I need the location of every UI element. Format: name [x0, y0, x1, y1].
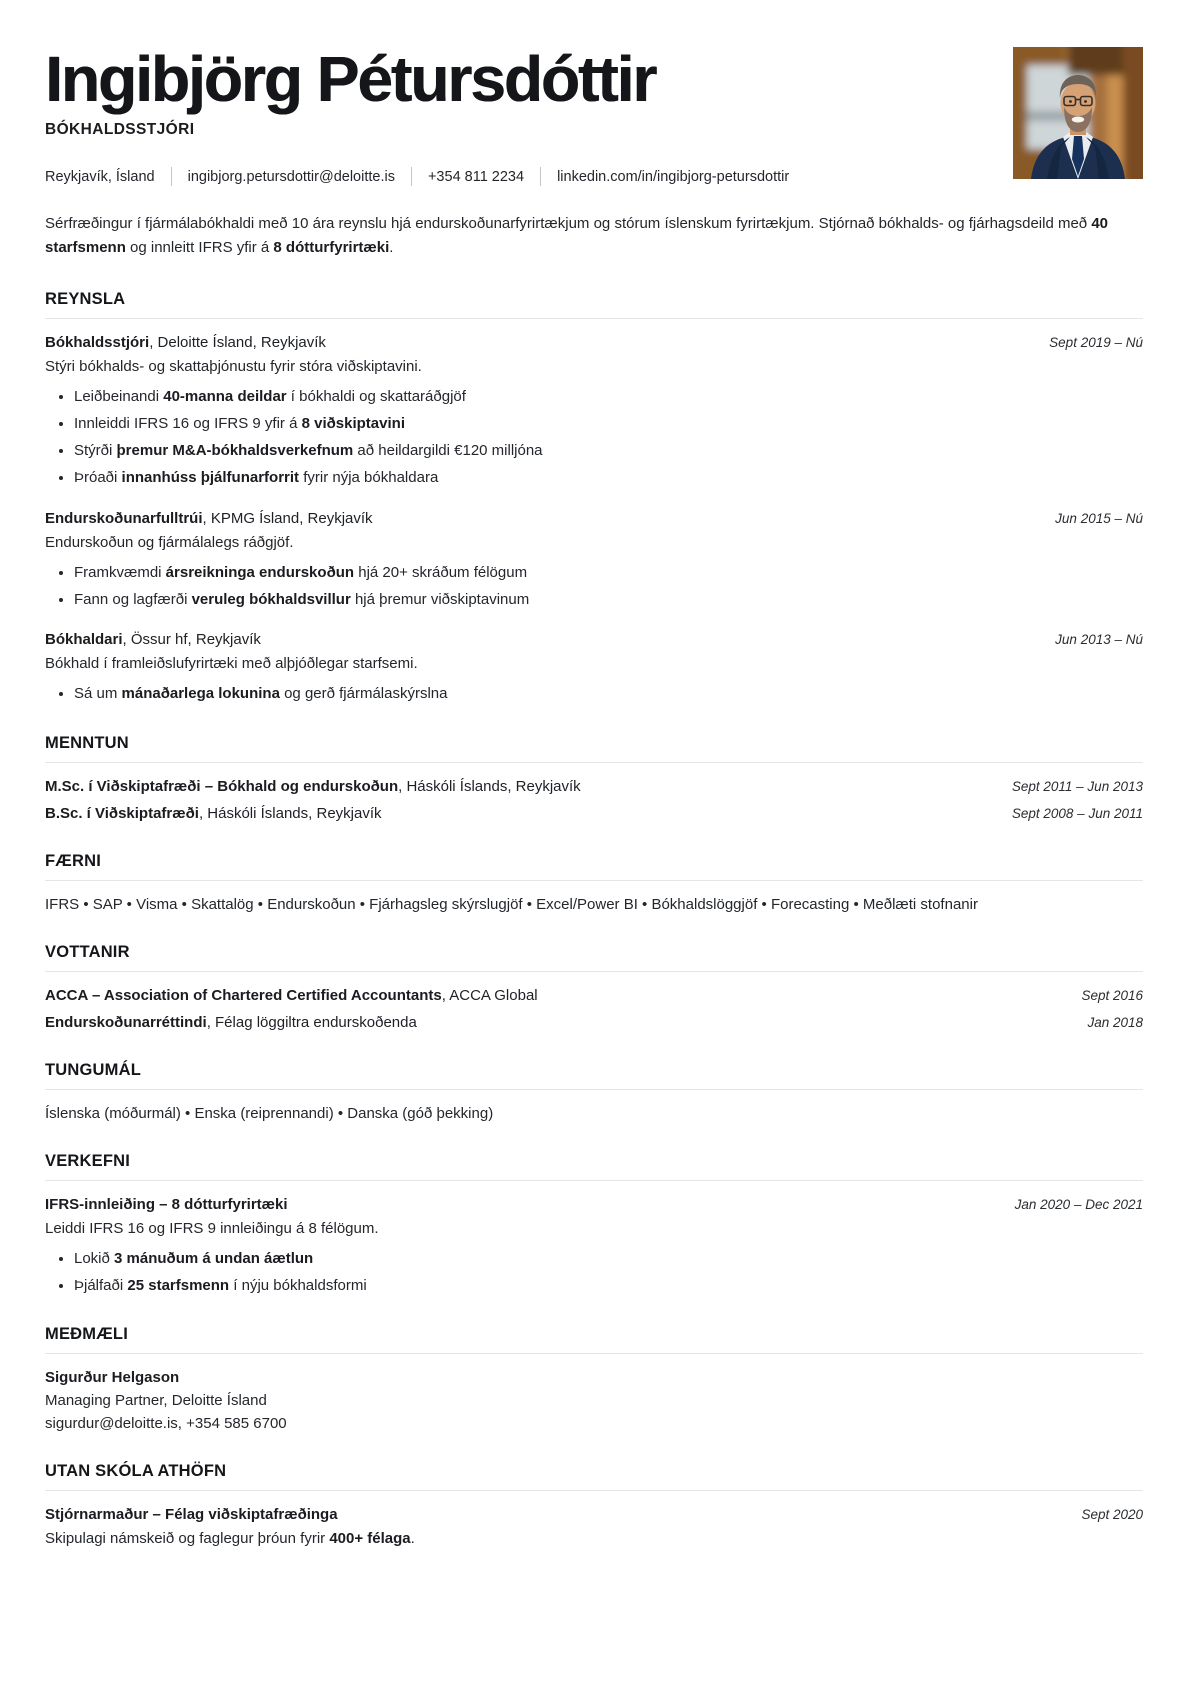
job-org: , KPMG Ísland, Reykjavík [202, 509, 373, 527]
degree-org: , Háskóli Íslands, Reykjavík [198, 804, 382, 822]
job-org: , Deloitte Ísland, Reykjavík [149, 334, 326, 352]
project-title [45, 1196, 288, 1213]
certification-dates: Jan 2018 [1087, 1014, 1143, 1030]
experience-entry [45, 631, 1143, 704]
section-skills [45, 852, 1143, 913]
section-education [45, 734, 1143, 822]
certification-org: , ACCA Global [441, 986, 538, 1004]
experience-entry [45, 334, 1143, 488]
job-dates: Jun 2015 – Nú [1055, 510, 1143, 526]
job-bullet: • Innleiddi IFRS 16 og IFRS 9 yfir á 8 viðskiptavini [74, 414, 1143, 434]
section-heading-languages: TUNGUMÁL [45, 1061, 1143, 1090]
job-bullet: • Leiðbeinandi 40-manna deildar í bókhaldi og skattaráðgjöf [74, 387, 1143, 407]
page-title: Ingibjörg Pétursdóttir [45, 43, 656, 115]
degree-line [45, 805, 382, 822]
certification-org: , Félag löggiltra endurskoðenda [206, 1013, 417, 1031]
extracurricular-description: Skipulagi námskeið og faglegur þróun fyrir 400+ félaga. [45, 1530, 415, 1548]
experience-entry [45, 510, 1143, 610]
job-org: , Össur hf, Reykjavík [122, 631, 261, 649]
job-title-line [45, 334, 326, 351]
job-headline: BÓKHALDSSTJÓRI [45, 121, 195, 139]
project-dates: Jan 2020 – Dec 2021 [1014, 1196, 1143, 1212]
project-name: IFRS-innleiðing – 8 dótturfyrirtæki [45, 1195, 288, 1213]
project-entry-header [45, 1196, 1143, 1213]
section-extracurricular [45, 1462, 1143, 1547]
extracurricular-entry [45, 1506, 1143, 1547]
degree-dates: Sept 2008 – Jun 2011 [1011, 805, 1143, 821]
job-role: Bókhaldari [45, 631, 123, 649]
section-languages [45, 1061, 1143, 1122]
certification-line [45, 1014, 417, 1031]
section-heading-projects: VERKEFNI [45, 1152, 1143, 1181]
extracurricular-name: Stjórnarmaður – Félag viðskiptafræðinga [45, 1506, 338, 1524]
reference-name: Sigurður Helgason [45, 1369, 180, 1387]
job-description: Stýri bókhalds- og skattaþjónustu fyrir stóra viðskiptavini. [45, 358, 422, 376]
job-dates: Sept 2019 – Nú [1049, 335, 1143, 351]
reference-entry [45, 1369, 1143, 1432]
section-heading-skills: FÆRNI [45, 852, 1143, 881]
job-bullet: • Þróaði innanhúss þjálfunarforrit fyrir nýja bókhaldara [74, 468, 1143, 488]
job-bullet-list [45, 387, 1143, 488]
section-heading-certifications: VOTTANIR [45, 943, 1143, 972]
contact-linkedin: linkedin.com/in/ingibjorg-petursdottir [557, 168, 790, 185]
reference-role: Managing Partner, Deloitte Ísland [45, 1392, 267, 1410]
job-bullet: • Stýrði þremur M&A-bókhaldsverkefnum að heildargildi €120 milljóna [74, 441, 1143, 461]
resume-header [45, 44, 1143, 260]
project-description: Leiddi IFRS 16 og IFRS 9 innleiðingu á 8 félögum. [45, 1219, 379, 1237]
certification-line [45, 987, 538, 1004]
job-dates: Jun 2013 – Nú [1055, 632, 1143, 648]
job-bullet: • Sá um mánaðarlega lokunina og gerð fjármálaskýrslna [74, 684, 1143, 704]
contact-divider [171, 167, 172, 186]
profile-photo [1013, 47, 1143, 179]
section-heading-experience: REYNSLA [45, 290, 1143, 319]
contact-divider [540, 167, 541, 186]
project-bullet: • Þjálfaði 25 starfsmenn í nýju bókhaldsformi [74, 1276, 1143, 1296]
contact-divider [411, 167, 412, 186]
experience-entry-header [45, 334, 1143, 351]
job-description: Endurskoðun og fjármálalegs ráðgjöf. [45, 533, 294, 551]
skills-list: IFRS • SAP • Visma • Skattalög • Endurskoðun • Fjárhagsleg skýrslugjöf • Excel/Power BI • Bókhaldslöggjöf • Forecasting • Meðlæti stofnanir [45, 895, 978, 913]
education-entry [45, 778, 1143, 795]
job-title-line [45, 631, 261, 648]
certification-entry [45, 987, 1143, 1004]
contact-phone: +354 811 2234 [427, 168, 525, 185]
certification-entry [45, 1014, 1143, 1031]
section-heading-education: MENNTUN [45, 734, 1143, 763]
degree-name: M.Sc. í Viðskiptafræði – Bókhald og endurskoðun [45, 777, 399, 795]
extracurricular-entry-header [45, 1506, 1143, 1523]
experience-entry-header [45, 631, 1143, 648]
section-heading-extracurricular: UTAN SKÓLA ATHÖFN [45, 1462, 1143, 1491]
degree-name: B.Sc. í Viðskiptafræði [45, 804, 199, 822]
contact-email: ingibjorg.petursdottir@deloitte.is [187, 168, 395, 185]
project-entry [45, 1196, 1143, 1296]
job-bullet: • Framkvæmdi ársreikninga endurskoðun hjá 20+ skráðum félögum [74, 563, 1143, 583]
project-bullet: • Lokið 3 mánuðum á undan áætlun [74, 1249, 1143, 1269]
section-projects [45, 1152, 1143, 1296]
degree-dates: Sept 2011 – Jun 2013 [1011, 778, 1143, 794]
degree-line [45, 778, 581, 795]
reference-contact: sigurdur@deloitte.is, +354 585 6700 [45, 1415, 287, 1433]
contact-location: Reykjavík, Ísland [45, 168, 155, 185]
section-references [45, 1325, 1143, 1432]
section-heading-references: MEÐMÆLI [45, 1325, 1143, 1354]
extracurricular-dates: Sept 2020 [1081, 1507, 1143, 1523]
project-bullet-list [45, 1249, 1143, 1296]
job-bullet: • Fann og lagfærði veruleg bókhaldsvillur hjá þremur viðskiptavinum [74, 590, 1143, 610]
summary-paragraph: Sérfræðingur í fjármálabókhaldi með 10 ára reynslu hjá endurskoðunarfyrirtækjum og stórum íslenskum fyrirtækjum. Stjórnað bókhalds- og fjárhagsdeild með 40 starfsmenn og innleitt IFRS yfir á 8 dótturfyrirtæki. [45, 215, 1108, 257]
education-entry [45, 805, 1143, 822]
section-experience [45, 290, 1143, 704]
certification-dates: Sept 2016 [1081, 987, 1143, 1003]
certification-name: ACCA – Association of Chartered Certified Accountants [45, 986, 442, 1004]
extracurricular-title [45, 1506, 338, 1523]
job-bullet-list [45, 563, 1143, 610]
languages-list: Íslenska (móðurmál) • Enska (reiprennandi) • Danska (góð þekking) [45, 1104, 494, 1122]
job-bullet-list [45, 684, 1143, 704]
job-role: Endurskoðunarfulltrúi [45, 509, 203, 527]
degree-org: , Háskóli Íslands, Reykjavík [398, 777, 581, 795]
certification-name: Endurskoðunarréttindi [45, 1013, 207, 1031]
job-title-line [45, 510, 373, 527]
section-certifications [45, 943, 1143, 1031]
job-role: Bókhaldsstjóri [45, 334, 150, 352]
job-description: Bókhald í framleiðslufyrirtæki með alþjóðlegar starfsemi. [45, 655, 418, 673]
experience-entry-header [45, 510, 1143, 527]
contact-bar [45, 167, 1143, 186]
